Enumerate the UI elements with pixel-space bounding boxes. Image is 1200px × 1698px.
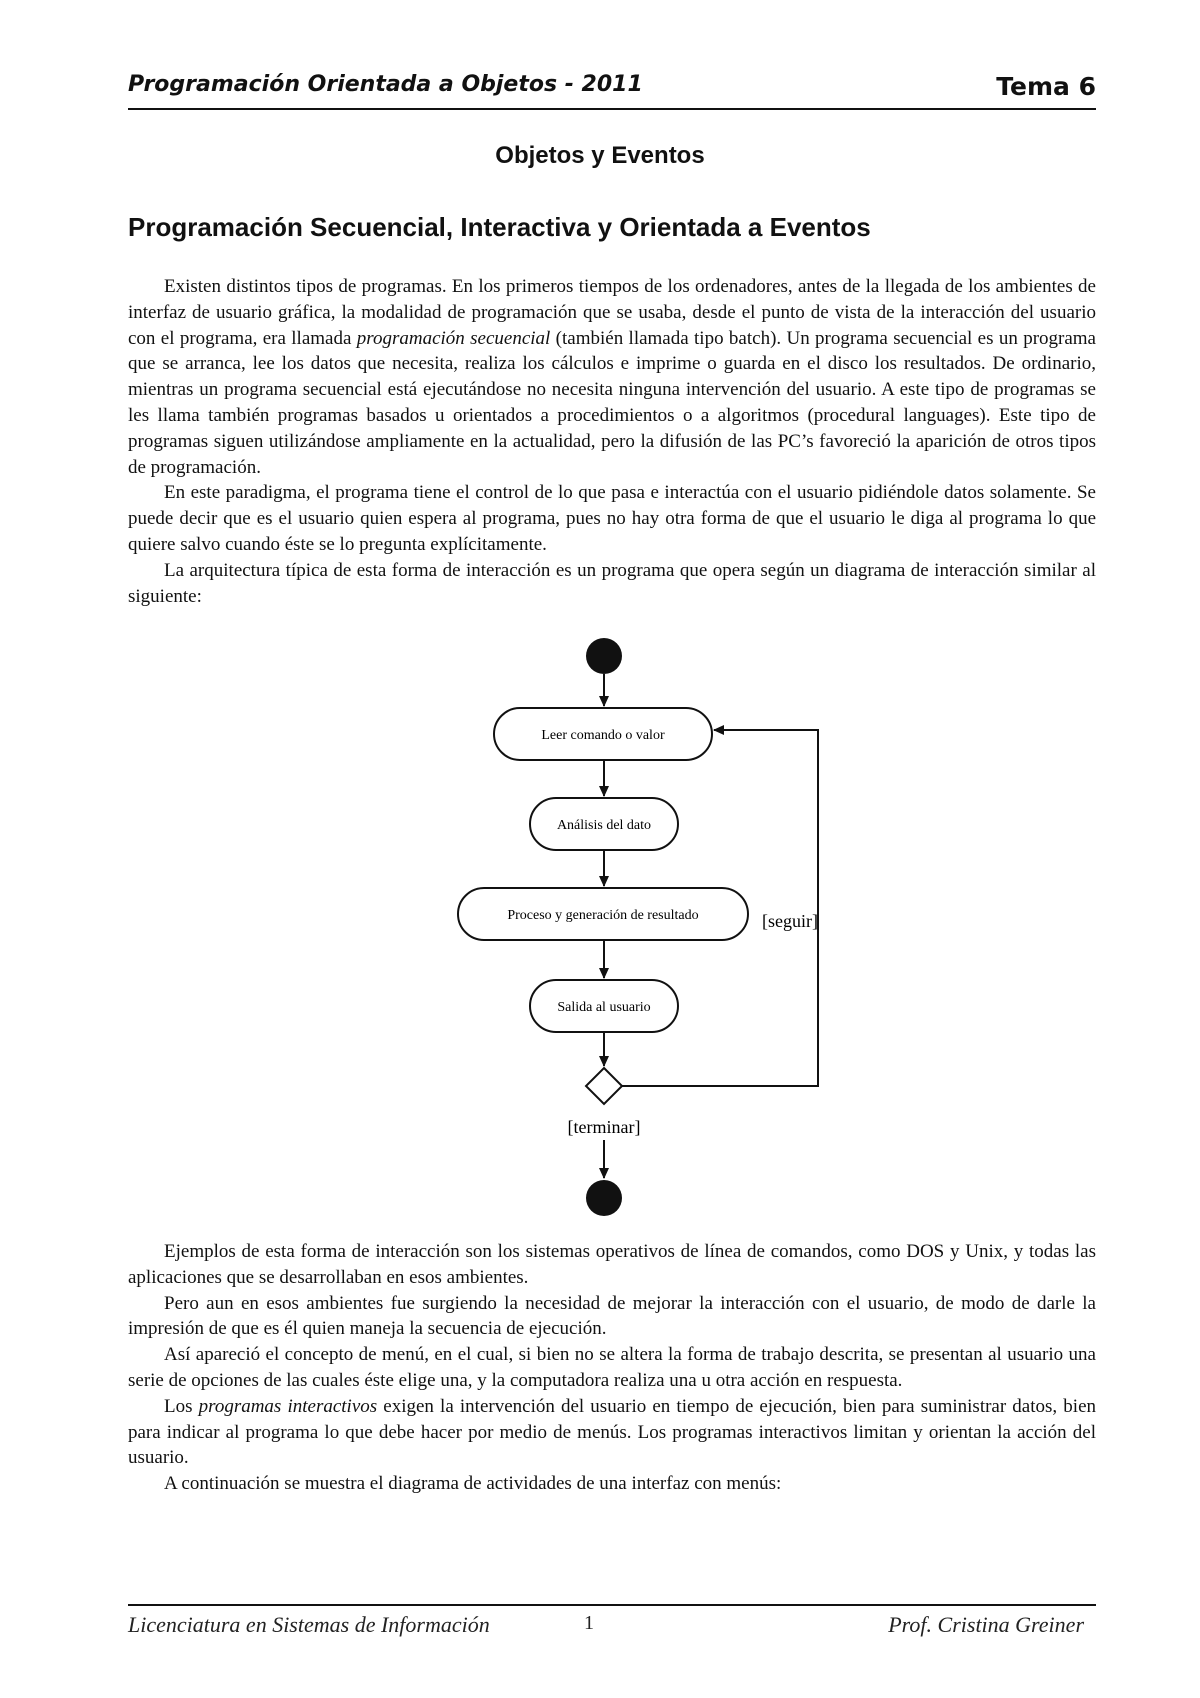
guard-end-label: [terminar] bbox=[567, 1117, 641, 1137]
paragraph: Así apareció el concepto de menú, en el cual, si bien no se altera la forma de trabajo descrita, se presentan al usuario una serie de opciones de las cuales éste elige una, y la computadora realiza una u otra acción en respuesta. bbox=[128, 1344, 1096, 1391]
emphasis-term: programas interactivos bbox=[198, 1395, 378, 1417]
footer-program: Licenciatura en Sistemas de Información bbox=[128, 1612, 490, 1637]
paragraph: En este paradigma, el programa tiene el control de lo que pasa e interactúa con el usuario pidiéndole datos solamente. Se puede decir que es el usuario quien espera al programa, pues no hay otra forma de que el usuario le diga al programa lo que quiere salvo cuando éste se lo pregunta explícitamente. bbox=[128, 482, 1096, 555]
activity-label: Leer comando o valor bbox=[541, 728, 665, 743]
page-number: 1 bbox=[584, 1612, 594, 1634]
paragraph: Los programas interactivos exigen la intervención del usuario en tiempo de ejecución, bien para suministrar datos, bien para indicar al programa lo que debe hacer por medio de menús. Los programas interactivos limitan y orientan la acción del usuario. bbox=[128, 1395, 1096, 1469]
header-topic: Tema 6 bbox=[996, 72, 1096, 101]
emphasis-term: programación secuencial bbox=[356, 327, 551, 349]
header-divider bbox=[128, 108, 1096, 110]
activity-label: Salida al usuario bbox=[557, 1000, 651, 1015]
decision-node bbox=[586, 1068, 622, 1104]
paragraph: Ejemplos de esta forma de interacción son los sistemas operativos de línea de comandos, como DOS y Unix, y todas las aplicaciones que se desarrollaban en esos ambientes. bbox=[128, 1241, 1096, 1288]
section-heading: Programación Secuencial, Interactiva y Orientada a Eventos bbox=[128, 212, 871, 242]
activity-diagram bbox=[440, 632, 860, 1222]
activity-label: Análisis del dato bbox=[556, 818, 652, 833]
paragraph: Pero aun en esos ambientes fue surgiendo la necesidad de mejorar la interacción con el usuario, de modo de darle la impresión de que es él quien maneja la secuencia de ejecución. bbox=[128, 1292, 1096, 1340]
paragraph: A continuación se muestra el diagrama de actividades de una interfaz con menús: bbox=[164, 1473, 782, 1495]
guard-continue-label: [seguir] bbox=[762, 911, 818, 931]
paragraph: La arquitectura típica de esta forma de interacción es un programa que opera según un diagrama de interacción similar al siguiente: bbox=[128, 559, 1096, 607]
activity-label: Proceso y generación de resultado bbox=[507, 908, 699, 923]
start-node bbox=[586, 638, 622, 674]
paragraph: Existen distintos tipos de programas. En los primeros tiempos de los ordenadores, antes de la llegada de los ambientes de interfaz de usuario gráfica, la modalidad de programación que se usaba, desde el punto de vista de la interacción del usuario con el programa, era llamada programación secuencial (también llamada tipo batch). Un programa secuencial es un programa que se arranca, lee los datos que necesita, realiza los cálculos e imprime o guarda en el disco los resultados. De ordinario, mientras un programa secuencial está ejecutándose no necesita ninguna intervención del usuario. A este tipo de programas se les llama también programas basados u orientados a procedimientos o a algoritmos (procedural languages). Este tipo de programas siguen utilizándose ampliamente en la actualidad, pero la difusión de las PC’s favoreció la aparición de otros tipos de programación. bbox=[128, 276, 1096, 478]
footer-divider bbox=[128, 1604, 1096, 1606]
page-title: Objetos y Eventos bbox=[495, 142, 705, 169]
body-text-top bbox=[128, 274, 1096, 609]
end-node bbox=[586, 1180, 622, 1216]
header-course-title: Programación Orientada a Objetos - 2011 bbox=[128, 72, 643, 97]
body-text-bottom bbox=[128, 1239, 1096, 1497]
page-header bbox=[128, 72, 1096, 106]
footer-author: Prof. Cristina Greiner bbox=[888, 1612, 1084, 1637]
